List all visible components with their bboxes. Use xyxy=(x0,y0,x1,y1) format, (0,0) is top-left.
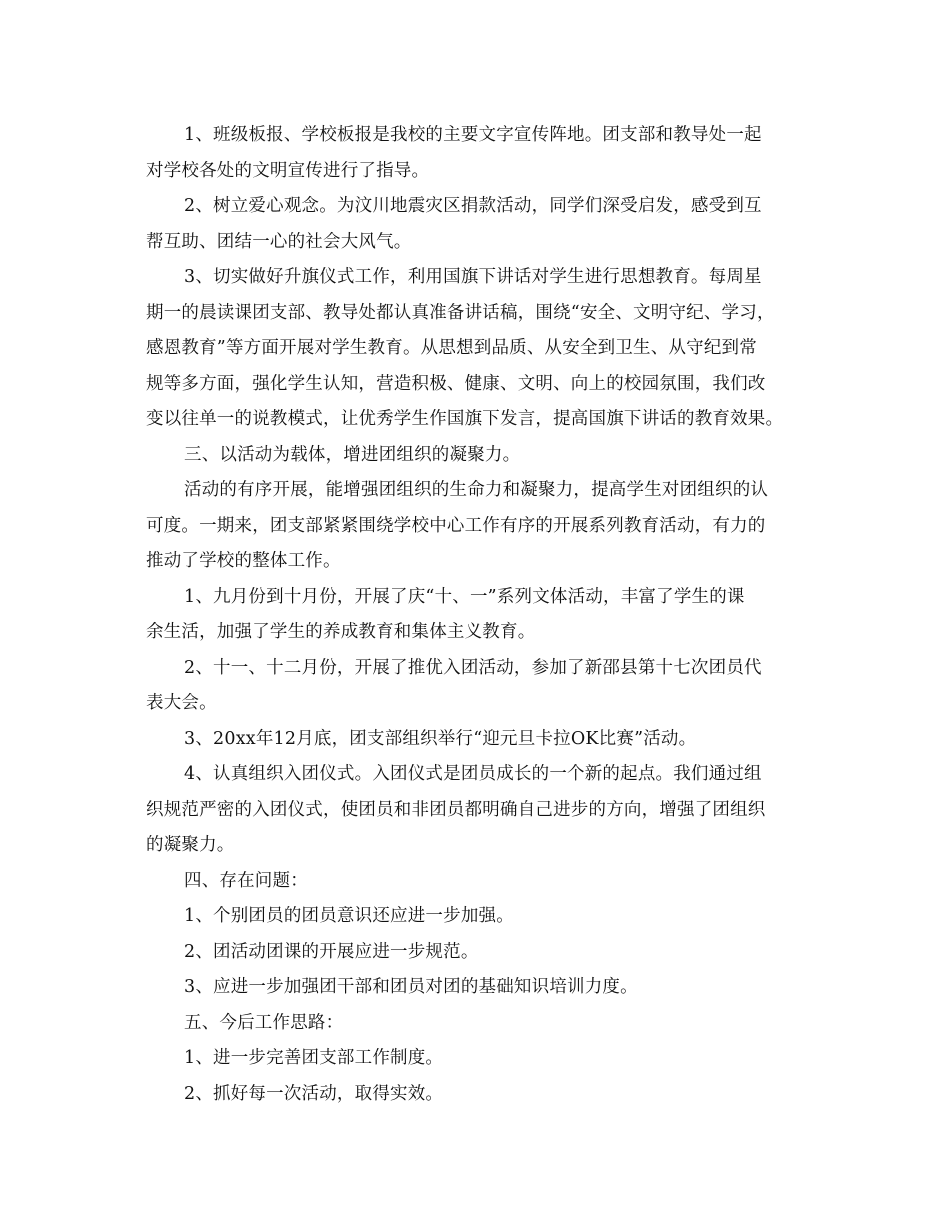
text-line: 4、认真组织入团仪式。入团仪式是团员成长的一个新的起点。我们通过组 xyxy=(184,764,762,784)
list-item: 2、团活动团课的开展应进一步规范。 xyxy=(184,941,479,962)
text-line: 1、九月份到十月份，开展了庆“十、一”系列文体活动，丰富了学生的课 xyxy=(184,586,745,607)
text-line: 变以往单一的说教模式，让优秀学生作国旗下发言，提高国旗下讲话的教育效果。 xyxy=(146,409,784,429)
text-line: 2、树立爱心观念。为汶川地震灾区捐款活动，同学们深受启发，感受到互 xyxy=(184,196,762,216)
list-item: 3、应进一步加强团干部和团员对团的基础知识培训力度。 xyxy=(184,977,638,997)
text-line: 感恩教育”等方面开展对学生教育。从思想到品质、从安全到卫生、从守纪到常 xyxy=(146,338,757,358)
text-line: 表大会。 xyxy=(146,693,217,713)
paragraph-november-december xyxy=(146,651,826,722)
text-line: 活动的有序开展，能增强团组织的生命力和凝聚力，提高学生对团组织的认 xyxy=(184,480,769,500)
text-line: 期一的晨读课团支部、教导处都认真准备讲话稿，围绕“安全、文明守纪、学习， xyxy=(146,302,775,323)
section-heading-future-plans xyxy=(146,1006,826,1042)
text-line: 可度。一期来，团支部紧紧围绕学校中心工作有序的开展系列教育活动，有力的 xyxy=(146,515,766,536)
paragraph-september-october xyxy=(146,580,826,651)
paragraph-love-concept xyxy=(146,189,826,260)
text-line: 余生活，加强了学生的养成教育和集体主义教育。 xyxy=(146,622,536,642)
text-line: 的凝聚力。 xyxy=(146,835,235,855)
text-line: 3、切实做好升旗仪式工作，利用国旗下讲话对学生进行思想教育。每周星 xyxy=(184,267,762,287)
section-heading: 五、今后工作思路： xyxy=(184,1012,344,1033)
text-line: 2、十一、十二月份，开展了推优入团活动，参加了新邵县第十七次团员代 xyxy=(184,657,762,678)
paragraph-joining-ceremony xyxy=(146,757,826,864)
section-heading-problems xyxy=(146,864,826,900)
text-line: 对学校各处的文明宣传进行了指导。 xyxy=(146,160,430,181)
section-heading-activities xyxy=(146,438,826,474)
text-line: 1、班级板报、学校板报是我校的主要文字宣传阵地。团支部和教导处一起 xyxy=(184,125,762,145)
paragraph-flag-raising xyxy=(146,260,826,438)
paragraph-blackboard-newspaper xyxy=(146,118,826,189)
list-item: 1、个别团员的团员意识还应进一步加强。 xyxy=(184,906,514,926)
section-heading: 四、存在问题： xyxy=(184,870,308,891)
text-line: 3、20xx年12月底，团支部组织举行“迎元旦卡拉OK比赛”活动。 xyxy=(184,728,697,749)
list-future-plans xyxy=(146,1041,826,1112)
section-heading: 三、以活动为载体，增进团组织的凝聚力。 xyxy=(184,444,521,465)
text-line: 规等多方面，强化学生认知，营造积极、健康、文明、向上的校园氛围，我们改 xyxy=(146,373,766,394)
paragraph-new-year-karaoke xyxy=(146,722,826,758)
text-line: 帮互助、团结一心的社会大风气。 xyxy=(146,231,412,252)
paragraph-activities-intro xyxy=(146,473,826,580)
list-item: 1、进一步完善团支部工作制度。 xyxy=(184,1048,444,1068)
text-line: 织规范严密的入团仪式，使团员和非团员都明确自己进步的方向，增强了团组织 xyxy=(146,799,766,820)
list-item: 2、抓好每一次活动，取得实效。 xyxy=(184,1083,444,1104)
document-body xyxy=(146,118,826,1112)
list-problems xyxy=(146,899,826,1006)
text-line: 推动了学校的整体工作。 xyxy=(146,551,341,571)
